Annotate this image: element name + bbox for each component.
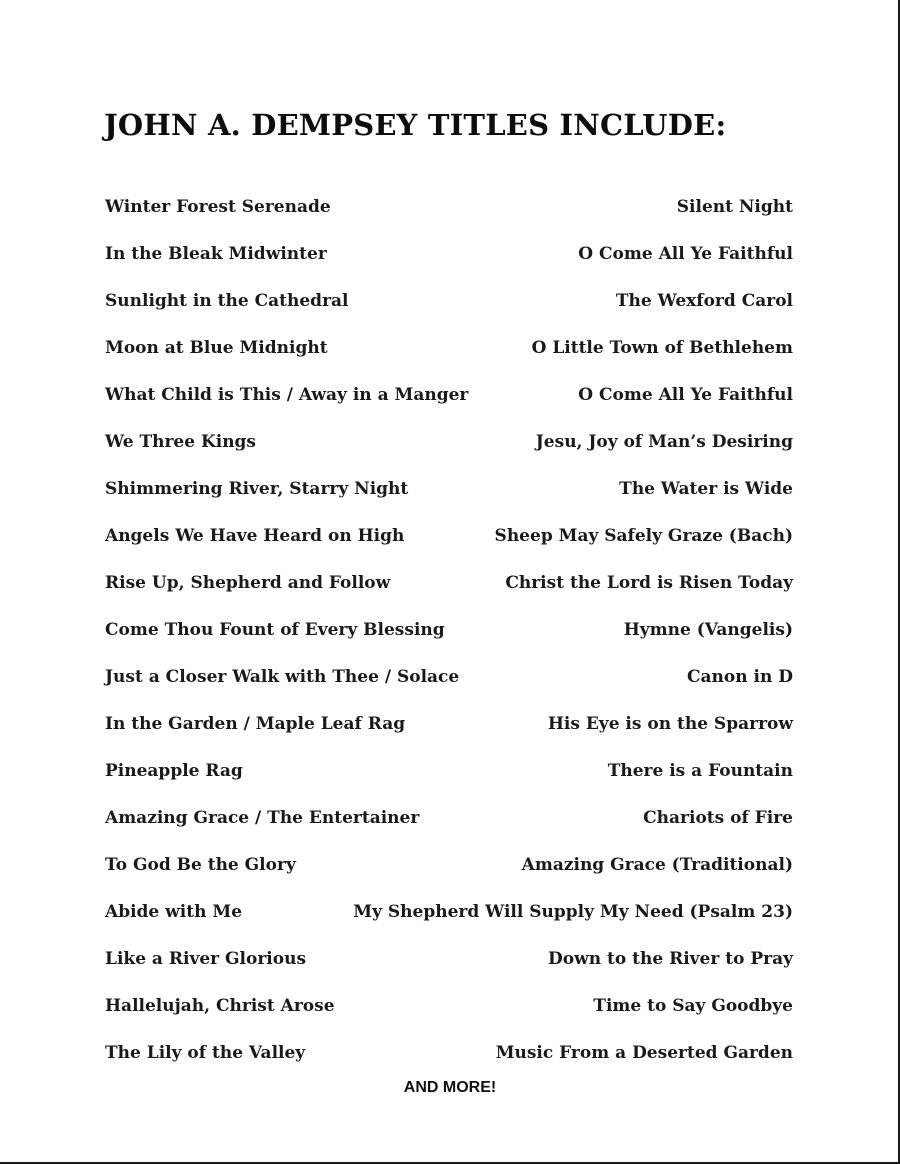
title-row	[105, 183, 793, 230]
title-right: There is a Fountain	[607, 760, 793, 781]
title-left: Amazing Grace / The Entertainer	[105, 807, 420, 828]
title-row	[105, 888, 793, 935]
title-right: The Water is Wide	[619, 478, 793, 499]
title-right: Time to Say Goodbye	[593, 995, 793, 1016]
title-right: Amazing Grace (Traditional)	[521, 854, 793, 875]
title-left: Moon at Blue Midnight	[105, 337, 328, 358]
title-left: We Three Kings	[105, 431, 257, 452]
title-left: Like a River Glorious	[105, 948, 307, 969]
title-left: Come Thou Fount of Every Blessing	[105, 619, 445, 640]
page-title: JOHN A. DEMPSEY TITLES INCLUDE:	[104, 108, 727, 142]
title-row	[105, 371, 793, 418]
title-row	[105, 653, 793, 700]
title-right: Down to the River to Pray	[548, 948, 793, 969]
title-row	[105, 277, 793, 324]
title-row	[105, 935, 793, 982]
title-right: The Wexford Carol	[615, 290, 793, 311]
title-right: Silent Night	[676, 196, 793, 217]
title-left: Rise Up, Shepherd and Follow	[105, 572, 391, 593]
title-row	[105, 1029, 793, 1076]
title-row	[105, 606, 793, 653]
title-row	[105, 324, 793, 371]
title-row	[105, 512, 793, 559]
title-left: Hallelujah, Christ Arose	[105, 995, 335, 1016]
title-row	[105, 841, 793, 888]
title-row	[105, 465, 793, 512]
title-left: Just a Closer Walk with Thee / Solace	[105, 666, 460, 687]
title-left: The Lily of the Valley	[105, 1042, 306, 1063]
title-right: O Come All Ye Faithful	[578, 384, 793, 405]
title-right: Sheep May Safely Graze (Bach)	[494, 525, 793, 546]
title-left: Sunlight in the Cathedral	[105, 290, 349, 311]
title-right: Music From a Deserted Garden	[495, 1042, 793, 1063]
title-row	[105, 559, 793, 606]
title-row	[105, 700, 793, 747]
title-right: O Come All Ye Faithful	[578, 243, 793, 264]
title-row	[105, 794, 793, 841]
title-row	[105, 418, 793, 465]
title-right: His Eye is on the Sparrow	[547, 713, 793, 734]
title-left: Pineapple Rag	[105, 760, 243, 781]
and-more-footer: AND MORE!	[403, 1079, 497, 1096]
title-left: What Child is This / Away in a Manger	[105, 384, 469, 405]
title-row	[105, 230, 793, 277]
title-right: Hymne (Vangelis)	[623, 619, 793, 640]
title-right: Chariots of Fire	[643, 807, 793, 828]
title-right: Jesu, Joy of Man’s Desiring	[535, 431, 793, 452]
title-right: Christ the Lord is Risen Today	[505, 572, 793, 593]
title-left: Shimmering River, Starry Night	[105, 478, 409, 499]
title-row	[105, 747, 793, 794]
title-left: To God Be the Glory	[105, 854, 296, 875]
title-left: Winter Forest Serenade	[105, 196, 331, 217]
title-left: In the Garden / Maple Leaf Rag	[105, 713, 406, 734]
title-left: Abide with Me	[105, 901, 243, 922]
title-row	[105, 982, 793, 1029]
title-left: Angels We Have Heard on High	[105, 525, 405, 546]
title-left: In the Bleak Midwinter	[105, 243, 327, 264]
title-right: My Shepherd Will Supply My Need (Psalm 23)	[353, 901, 793, 922]
titles-list	[105, 183, 793, 1076]
title-right: Canon in D	[686, 666, 793, 687]
title-right: O Little Town of Bethlehem	[531, 337, 793, 358]
